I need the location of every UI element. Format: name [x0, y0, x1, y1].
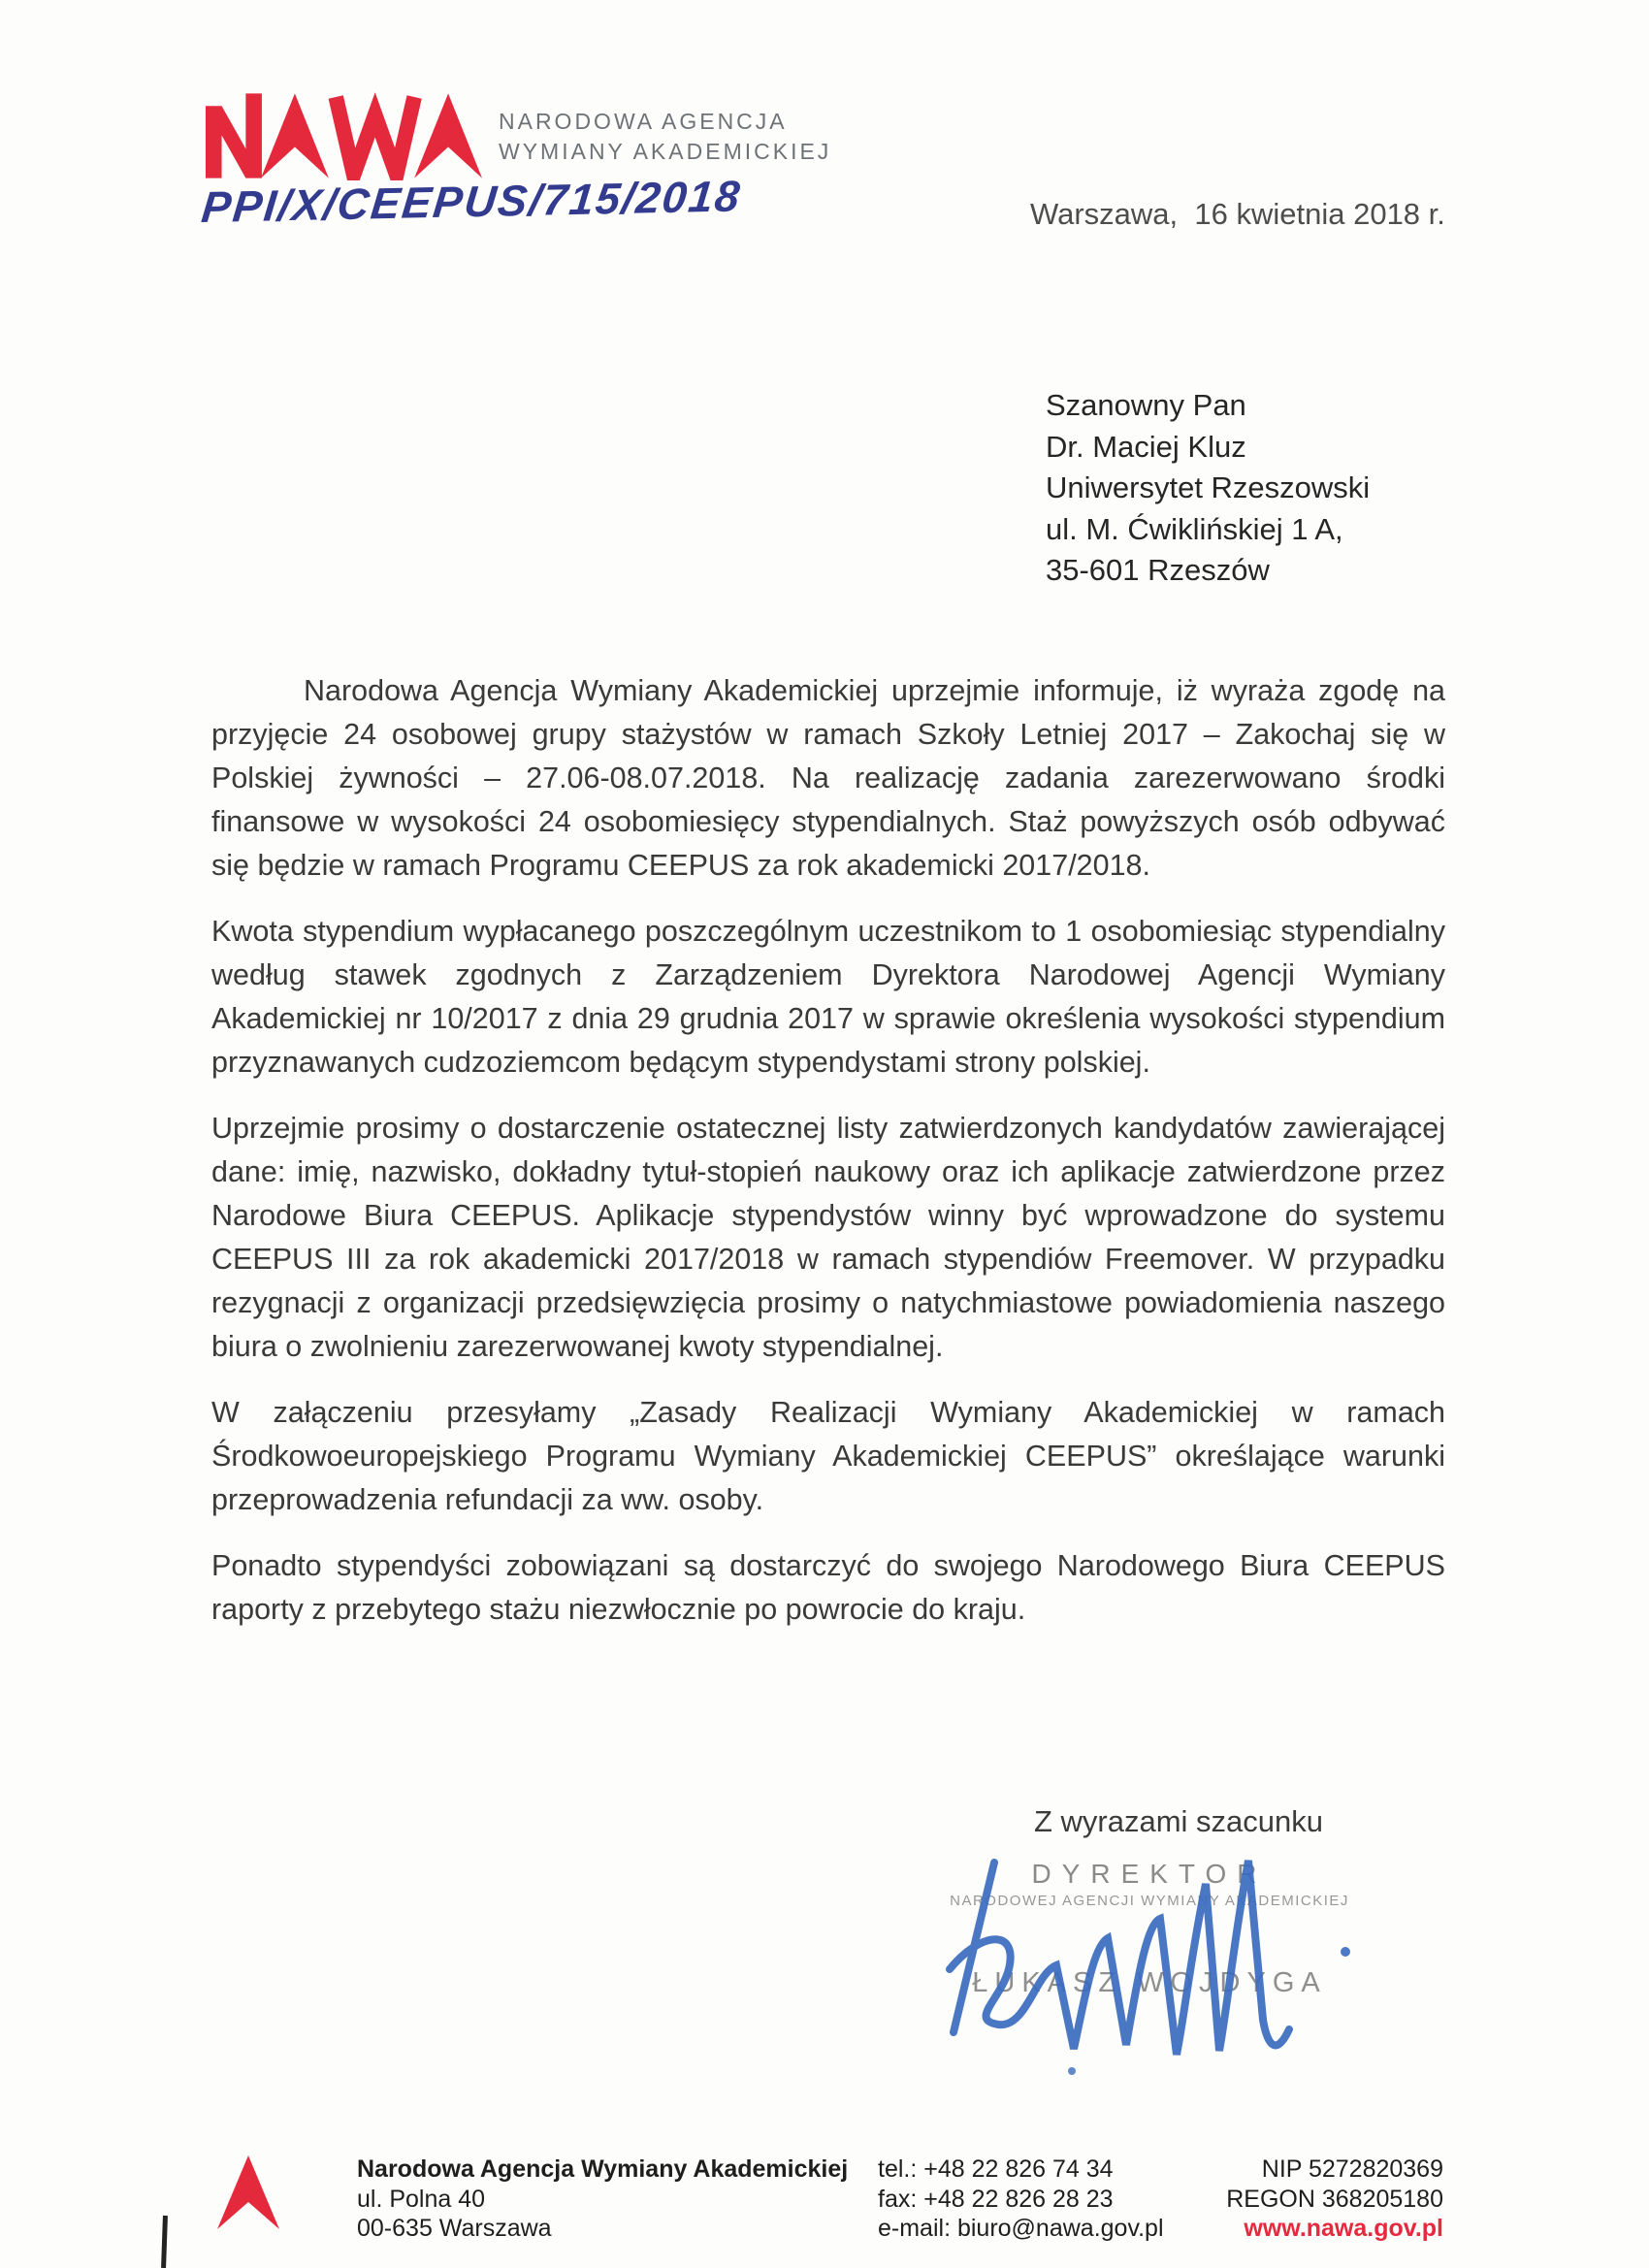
body-paragraph-2: Kwota stypendium wypłacanego poszczególnym uczestnikom to 1 osobomiesiąc stypendialny według stawek zgodnych z Zarządzeniem Dyrektora Narodowej Agencji Wymiany Akademickiej nr 10/2017 z dnia 29 grudnia 2017 w sprawie określenia wysokości stypendium przyznawanych cudzoziemcom będącym stypendystami strony polskiej.	[211, 915, 1445, 1079]
handwritten-signature	[926, 1824, 1392, 2095]
recipient-line: Uniwersytet Rzeszowski	[1046, 470, 1371, 504]
recipient-line: Szanowny Pan	[1046, 388, 1246, 422]
footer-regon: REGON 368205180	[1226, 2185, 1443, 2213]
recipient-line: ul. M. Ćwiklińskiej 1 A,	[1046, 511, 1343, 546]
footer-arrow-icon	[217, 2155, 279, 2229]
footer-contact-column	[878, 2155, 1164, 2244]
letterhead-org-line1: NARODOWA AGENCJA	[499, 109, 788, 134]
footer-email: e-mail: biuro@nawa.gov.pl	[878, 2215, 1164, 2242]
body-paragraph-5: Ponadto stypendyści zobowiązani są dostarczyć do swojego Narodowego Biura CEEPUS raporty z przebytego stażu niezwłocznie po powrocie do kraju.	[211, 1549, 1445, 1626]
closing-salutation: Z wyrazami szacunku	[1033, 1804, 1324, 1838]
nawa-logo-icon	[206, 91, 482, 180]
handwritten-reference-number: PPI/X/CEEPUS/715/2018	[199, 171, 744, 232]
footer-city: 00-635 Warszawa	[357, 2215, 552, 2242]
scan-artifact-line	[161, 2216, 168, 2268]
signer-organization: NARODOWEJ AGENCJI WYMIANY AKADEMICKIEJ	[950, 1893, 1349, 1909]
recipient-line: Dr. Maciej Kluz	[1046, 429, 1246, 464]
footer-website: www.nawa.gov.pl	[1244, 2215, 1443, 2242]
letter-body	[211, 669, 1445, 1654]
footer-street: ul. Polna 40	[357, 2185, 486, 2213]
recipient-line: 35-601 Rzeszów	[1046, 553, 1270, 587]
letter-date: Warszawa, 16 kwietnia 2018 r.	[1030, 197, 1445, 231]
footer-tel: tel.: +48 22 826 74 34	[878, 2155, 1114, 2183]
body-paragraph-1: Narodowa Agencja Wymiany Akademickiej uprzejmie informuje, iż wyraża zgodę na przyjęcie 24 osobowej grupy stażystów w ramach Szkoły Letniej 2017 – Zakochaj się w Polskiej żywności – 27.06-08.07.2018. Na realizację zadania zarezerwowano środki finansowe w wysokości 24 osobomiesięcy stypendialnych. Staż powyższych osób odbywać się będzie w ramach Programu CEEPUS za rok akademicki 2017/2018.	[211, 674, 1445, 882]
letterhead-org-line2: WYMIANY AKADEMICKIEJ	[499, 139, 832, 164]
letterhead-org-name	[499, 107, 831, 167]
body-paragraph-3: Uprzejmie prosimy o dostarczenie ostatecznej listy zatwierdzonych kandydatów zawierającej dane: imię, nazwisko, dokładny tytuł-stopień naukowy oraz ich aplikacje zatwierdzone przez Narodowe Biura CEEPUS. Aplikacje stypendystów winny być wprowadzone do systemu CEEPUS III za rok akademicki 2017/2018 w ramach stypendiów Freemover. W przypadku rezygnacji z organizacji przedsięwzięcia prosimy o natychmiastowe powiadomienia naszego biura o zwolnieniu zarezerwowanej kwoty stypendialnej.	[211, 1112, 1445, 1363]
signer-title: DYREKTOR	[1031, 1859, 1268, 1889]
footer-address-column	[357, 2155, 848, 2244]
footer-org-name: Narodowa Agencja Wymiany Akademickiej	[357, 2155, 849, 2183]
body-paragraph-4: W załączeniu przesyłamy „Zasady Realizacji Wymiany Akademickiej w ramach Środkowoeuropejskiego Programu Wymiany Akademickiej CEEPUS” określające warunki przeprowadzenia refundacji za ww. osoby.	[211, 1396, 1445, 1516]
footer-registry-column	[1208, 2155, 1443, 2244]
footer-nip: NIP 5272820369	[1261, 2155, 1443, 2183]
recipient-address-block	[1046, 385, 1370, 592]
signer-name: ŁUKASZ WOJDYGA	[972, 1967, 1327, 1998]
footer-fax: fax: +48 22 826 28 23	[878, 2185, 1114, 2213]
